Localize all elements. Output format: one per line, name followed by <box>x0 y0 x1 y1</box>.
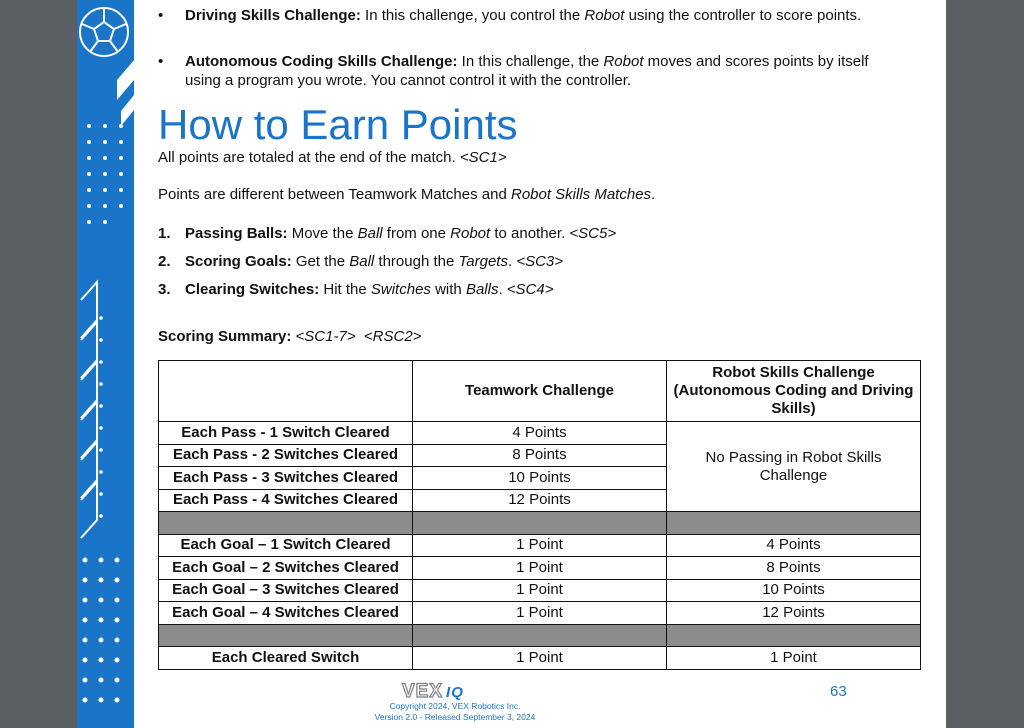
teamwork-points: 12 Points <box>413 489 667 512</box>
skills-points: 8 Points <box>667 557 921 580</box>
teamwork-points: 8 Points <box>413 444 667 467</box>
teamwork-points: 4 Points <box>413 422 667 445</box>
row-label: Each Pass - 2 Switches Cleared <box>159 444 413 467</box>
table-row <box>159 647 921 670</box>
document-page: • Driving Skills Challenge: In this challenge, you control the Robot using the controller to score points. • Autonomous Coding Skills Challenge: In this challenge, the Robot moves and scores points by itself using a program you wrote. You cannot control it with the controller. How to Earn Points All points are totaled at the end of the match. <SC1> Points are different between Teamwork Matches and Robot Skills Matches. 1. Passing Balls: Move the Ball from one Robot to another. <SC5> 2. Scoring Goals: Get the Ball through the Targets. <SC3> 3. Clearing Switches: Hit the Switches with Balls. <SC4> Scoring Summary: <SC1-7> <RSC2> <box>77 0 946 728</box>
teamwork-points: 1 Point <box>413 534 667 557</box>
skills-points: 1 Point <box>667 647 921 670</box>
table-header-teamwork: Teamwork Challenge <box>413 361 667 422</box>
bullet-italic: Robot <box>603 53 644 70</box>
soccer-ball-pattern-icon <box>77 0 134 728</box>
no-passing-note: No Passing in Robot Skills Challenge <box>667 422 921 512</box>
table-separator-row <box>159 512 921 535</box>
bullet-term: Autonomous Coding Skills Challenge: <box>185 53 458 70</box>
table-header-row <box>159 361 921 422</box>
table-row <box>159 422 921 445</box>
table-row <box>159 534 921 557</box>
row-label: Each Goal – 2 Switches Cleared <box>159 557 413 580</box>
bullet-term: Driving Skills Challenge: <box>185 7 361 24</box>
scoring-summary-label: Scoring Summary: <SC1-7> <RSC2> <box>158 328 422 345</box>
rule-reference: <SC3> <box>516 253 564 270</box>
skills-points: 12 Points <box>667 602 921 625</box>
scoring-summary-table <box>158 360 921 670</box>
teamwork-points: 1 Point <box>413 647 667 670</box>
bullet-dot: • <box>158 53 164 70</box>
bullet-text: In this challenge, the <box>457 53 604 70</box>
table-header-skills: Robot Skills Challenge (Autonomous Coding and Driving Skills) <box>667 361 921 422</box>
copyright-notice <box>340 701 570 723</box>
bullet-text: using the controller to score points. <box>624 7 862 24</box>
table-row <box>159 557 921 580</box>
version-line: Version 2.0 - Released September 3, 2024 <box>374 712 536 722</box>
bullet-dot: • <box>158 7 164 24</box>
table-separator-row <box>159 624 921 647</box>
teamwork-points: 1 Point <box>413 557 667 580</box>
table-row <box>159 602 921 625</box>
vex-iq-logo: VEX IQ <box>402 681 464 702</box>
row-label: Each Pass - 1 Switch Cleared <box>159 422 413 445</box>
teamwork-points: 10 Points <box>413 467 667 490</box>
table-header-empty <box>159 361 413 422</box>
row-label: Each Goal – 3 Switches Cleared <box>159 579 413 602</box>
row-label: Each Pass - 3 Switches Cleared <box>159 467 413 490</box>
decorative-side-stripe <box>77 0 134 728</box>
rule-reference: <SC4> <box>506 281 554 298</box>
skills-points: 10 Points <box>667 579 921 602</box>
row-label: Each Goal – 4 Switches Cleared <box>159 602 413 625</box>
row-label: Each Pass - 4 Switches Cleared <box>159 489 413 512</box>
row-label: Each Cleared Switch <box>159 647 413 670</box>
teamwork-points: 1 Point <box>413 602 667 625</box>
bullet-text: moves and scores points by itself using a program you wrote. You cannot control it with the controller. <box>185 53 869 89</box>
page-number: 63 <box>830 683 847 700</box>
bullet-text: In this challenge, you control the <box>360 7 585 24</box>
table-row <box>159 579 921 602</box>
teamwork-points: 1 Point <box>413 579 667 602</box>
skills-points: 4 Points <box>667 534 921 557</box>
paragraph-differences: Points are different between Teamwork Matches and Robot Skills Matches. <box>158 186 656 203</box>
copyright-line: Copyright 2024, VEX Robotics Inc. <box>389 701 521 711</box>
paragraph-totals: All points are totaled at the end of the match. <SC1> <box>158 149 507 166</box>
rule-reference: <SC5> <box>569 225 617 242</box>
rule-reference: <SC1> <box>459 149 507 166</box>
bullet-italic: Robot <box>584 7 625 24</box>
row-label: Each Goal – 1 Switch Cleared <box>159 534 413 557</box>
section-heading: How to Earn Points <box>158 101 518 148</box>
